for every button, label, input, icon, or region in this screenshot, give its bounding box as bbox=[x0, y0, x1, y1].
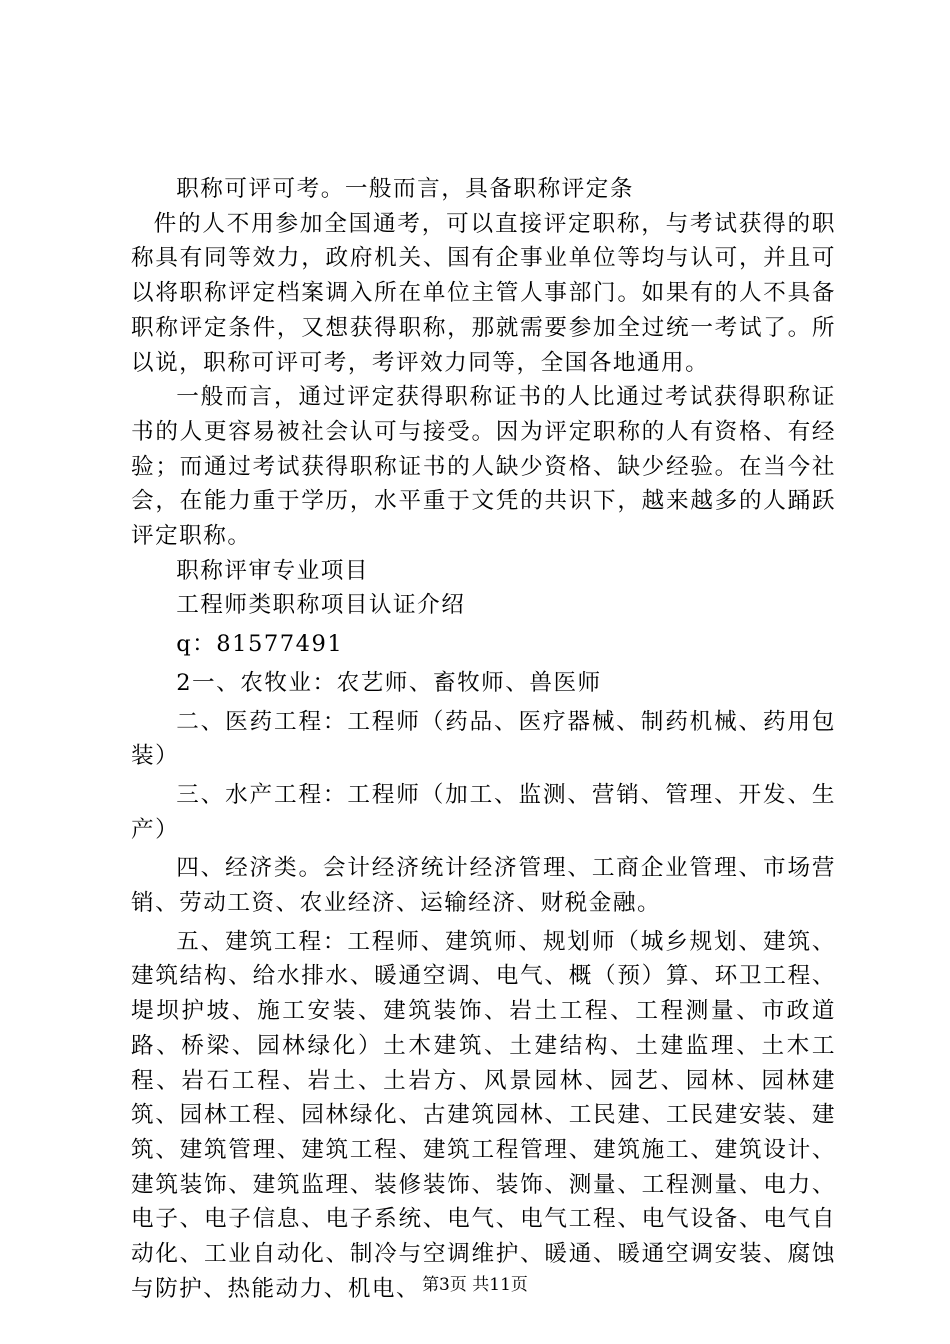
document-body bbox=[131, 172, 836, 1307]
paragraph: 一般而言，通过评定获得职称证书的人比通过考试获得职称证书的人更容易被社会认可与接受。因为评定职称的人有资格、有经验；而通过考试获得职称证书的人缺少资格、缺少经验。在当今社会，在能力重于学历，水平重于文凭的共识下，越来越多的人踊跃评定职称。 bbox=[131, 384, 836, 550]
paragraph: 职称评审专业项目 bbox=[176, 557, 369, 584]
paragraph: 工程师类职称项目认证介绍 bbox=[176, 592, 466, 619]
paragraph: 2一、农牧业：农艺师、畜牧师、兽医师 bbox=[176, 669, 602, 696]
paragraph: 件的人不用参加全国通考，可以直接评定职称，与考试获得的职称具有同等效力，政府机关、国有企事业单位等均与认可，并且可以将职称评定档案调入所在单位主管人事部门。如果有的人不具备职称评定条件，又想获得职称，那就需要参加全过统一考试了。所以说，职称可评可考，考评效力同等，全国各地通用。 bbox=[131, 210, 836, 376]
paragraph: q：81577491 bbox=[176, 631, 344, 658]
paragraph: 二、医药工程：工程师（药品、医疗器械、制药机械、药用包装） bbox=[131, 708, 836, 770]
page-footer: 第3页 共11页 bbox=[422, 1275, 528, 1295]
paragraph: 四、经济类。会计经济统计经济管理、工商企业管理、市场营销、劳动工资、农业经济、运输经济、财税金融。 bbox=[131, 855, 836, 917]
paragraph: 三、水产工程：工程师（加工、监测、营销、管理、开发、生产） bbox=[131, 781, 836, 843]
paragraph: 五、建筑工程：工程师、建筑师、规划师（城乡规划、建筑、建筑结构、给水排水、暖通空调、电气、概（预）算、环卫工程、堤坝护坡、施工安装、建筑装饰、岩土工程、工程测量、市政道路、桥梁、园林绿化）土木建筑、土建结构、土建监理、土木工程、岩石工程、岩土、土岩方、风景园林、园艺、园林、园林建筑、园林工程、园林绿化、古建筑园林、工民建、工民建安装、建筑、建筑管理、建筑工程、建筑工程管理、建筑施工、建筑设计、建筑装饰、建筑监理、装修装饰、装饰、测量、工程测量、电力、电子、电子信息、电子系统、电气、电气工程、电气设备、电气自动化、工业自动化、制冷与空调维护、暖通、暖通空调安装、腐蚀与防护、热能动力、机电、 bbox=[131, 928, 836, 1302]
paragraph: 职称可评可考。一般而言，具备职称评定条 bbox=[176, 176, 634, 202]
